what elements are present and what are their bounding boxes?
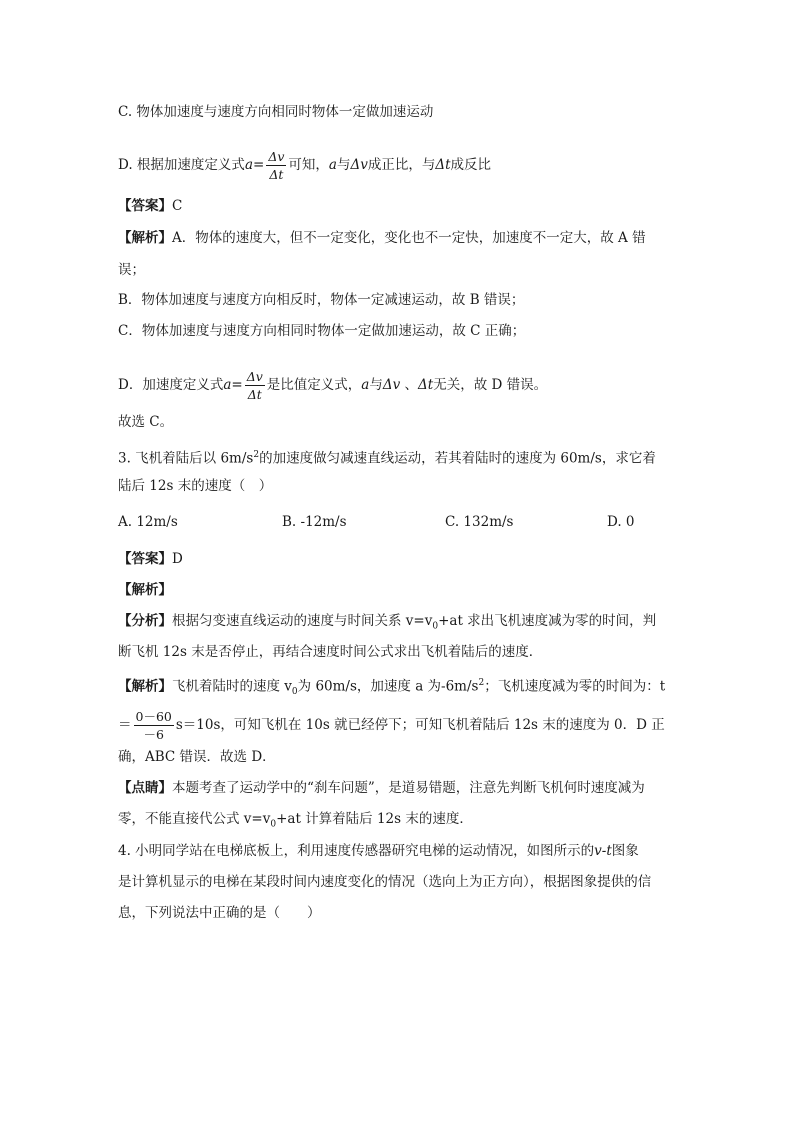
fraction-numerator: Δv (246, 369, 263, 384)
q3-dianjing-line2 (118, 809, 473, 835)
q3-option-b (282, 512, 347, 532)
text-segment: 3. 飞机着陆后以 6m/s (118, 450, 254, 467)
text-segment: 为 60m/s，加速度 a 为-6m/s (297, 678, 479, 695)
fraction-denominator: －6 (143, 727, 164, 742)
q3-analysis-heading (118, 580, 172, 600)
math-symbol-vt: v-t (594, 843, 612, 859)
q2-answer (118, 196, 182, 216)
q3-option-d (607, 512, 635, 532)
superscript: 2 (478, 678, 485, 688)
q4-stem-line2 (118, 872, 651, 892)
text-segment: 成反比 (450, 157, 492, 173)
text-segment: 息，下列说法中正确的是（ ） (118, 905, 321, 921)
q2-analysis-a-line2 (118, 260, 145, 280)
answer-label: 【答案】 (118, 551, 172, 567)
q2-analysis-c (118, 321, 525, 341)
text-segment: 误； (118, 262, 145, 278)
text-segment: 与 (369, 377, 383, 393)
fraction-denominator: Δt (269, 167, 284, 182)
fraction-numerator: Δv (268, 149, 285, 164)
analysis-label: 【解析】 (118, 582, 172, 598)
text-segment: 零，不能直接代公式 v=v (118, 811, 271, 827)
q2-analysis-d (118, 368, 547, 403)
text-segment: 与 (336, 157, 351, 173)
text-segment: A．物体的速度大，但不一定变化，变化也不一定快，加速度不一定大，故 A 错 (172, 230, 646, 246)
option-text: B. -12m/s (282, 514, 347, 530)
option-text: C. 132m/s (445, 514, 514, 530)
text-segment: 的加速度做匀减速直线运动，若其着陆时的速度为 60m/s，求它着 (259, 450, 656, 467)
text-segment: ；飞机速度减为零的时间为：t (484, 678, 666, 695)
fraction-0-60-over-6 (134, 708, 174, 743)
text-segment: 故选 C。 (118, 414, 174, 430)
subscript: 0 (291, 687, 298, 698)
fraction-dv-dt (245, 368, 265, 403)
q3-stem-line2 (118, 476, 272, 496)
q3-option-a (118, 512, 178, 532)
superscript: 2 (253, 450, 260, 460)
subscript: 0 (270, 819, 277, 830)
text-segment: +at 计算着陆后 12s 末的速度． (276, 811, 473, 827)
q3-jiexi-line1 (118, 673, 665, 702)
jiexi-label: 【解析】 (118, 678, 172, 695)
math-equals: = (231, 377, 243, 393)
fenxi-label: 【分析】 (118, 613, 172, 629)
q3-fenxi-line1 (118, 611, 656, 637)
text-segment: D．加速度定义式 (118, 377, 224, 393)
text-segment: B．物体加速度与速度方向相反时，物体一定减速运动，故 B 错误； (118, 292, 525, 308)
option-text: D. 0 (607, 514, 635, 530)
analysis-label: 【解析】 (118, 230, 172, 246)
q2-option-c-text: C. 物体加速度与速度方向相同时物体一定做加速运动 (118, 104, 434, 120)
q2-analysis-b (118, 290, 524, 310)
text-segment: 、 (400, 377, 419, 393)
text-segment: 本题考查了运动学中的“刹车问题”，是道易错题，注意先判断飞机何时速度减为 (172, 780, 645, 796)
fraction-denominator: Δt (247, 387, 262, 402)
text-segment: 图象 (611, 843, 639, 859)
subscript: 0 (432, 621, 439, 632)
option-text: A. 12m/s (118, 514, 178, 530)
text-segment: 断飞机 12s 末是否停止，再结合速度时间公式求出飞机着陆后的速度． (118, 644, 543, 660)
text-segment: 确，ABC 错误．故选 D． (118, 749, 276, 765)
dianjing-label: 【点睛】 (118, 780, 172, 796)
answer-value: C (172, 198, 183, 214)
fraction-dv-dt (266, 148, 286, 183)
math-equals: = (253, 157, 265, 173)
q2-option-c (118, 102, 433, 122)
math-symbol-a: a (223, 377, 232, 393)
q3-jiexi-line2 (118, 708, 665, 743)
text-segment: 无关，故 D 错误。 (433, 377, 548, 393)
q2-option-d-prefix: D. 根据加速度定义式 (118, 157, 245, 173)
math-symbol-dv: Δv (350, 157, 368, 173)
math-symbol-dt: Δt (435, 157, 451, 173)
text-segment: C．物体加速度与速度方向相同时物体一定做加速运动，故 C 正确； (118, 323, 526, 339)
q4-stem-line1 (118, 841, 639, 861)
fraction-numerator: 0－60 (135, 709, 172, 724)
q3-option-c (445, 512, 513, 532)
text-segment: +at 求出飞机速度减为零的时间，判 (438, 613, 657, 629)
q2-analysis-a-line1 (118, 228, 646, 248)
math-equals: ＝ (118, 717, 132, 733)
q3-dianjing-line1 (118, 778, 645, 798)
q3-stem-line1 (118, 445, 656, 469)
text-segment: 是计算机显示的电梯在某段时间内速度变化的情况（选向上为正方向），根据图象提供的信 (118, 874, 652, 890)
math-symbol-a: a (244, 157, 253, 173)
text-segment: 陆后 12s 末的速度（ ） (118, 478, 273, 494)
text-segment: s＝10s，可知飞机在 10s 就已经停下；可知飞机着陆后 12s 末的速度为 0．D 正 (175, 717, 665, 733)
q2-option-d (118, 148, 491, 183)
math-symbol-a: a (361, 377, 370, 393)
q2-conclusion (118, 412, 173, 432)
math-symbol-dv: Δv (382, 377, 401, 393)
q4-stem-line3 (118, 903, 321, 923)
text-segment: 根据匀变速直线运动的速度与时间关系 v=v (172, 613, 433, 629)
text-segment: 4. 小明同学站在电梯底板上，利用速度传感器研究电梯的运动情况，如图所示的 (118, 843, 595, 859)
answer-label: 【答案】 (118, 198, 172, 214)
math-symbol-a: a (328, 157, 337, 173)
q3-jiexi-line3 (118, 747, 276, 767)
q3-fenxi-line2 (118, 642, 542, 662)
text-segment: 可知， (288, 157, 329, 173)
answer-value: D (172, 551, 183, 567)
math-symbol-dt: Δt (418, 377, 434, 393)
text-segment: 飞机着陆时的速度 v (172, 678, 292, 695)
text-segment: 是比值定义式， (266, 377, 362, 393)
text-segment: 成正比，与 (367, 157, 436, 173)
q3-answer (118, 549, 183, 569)
